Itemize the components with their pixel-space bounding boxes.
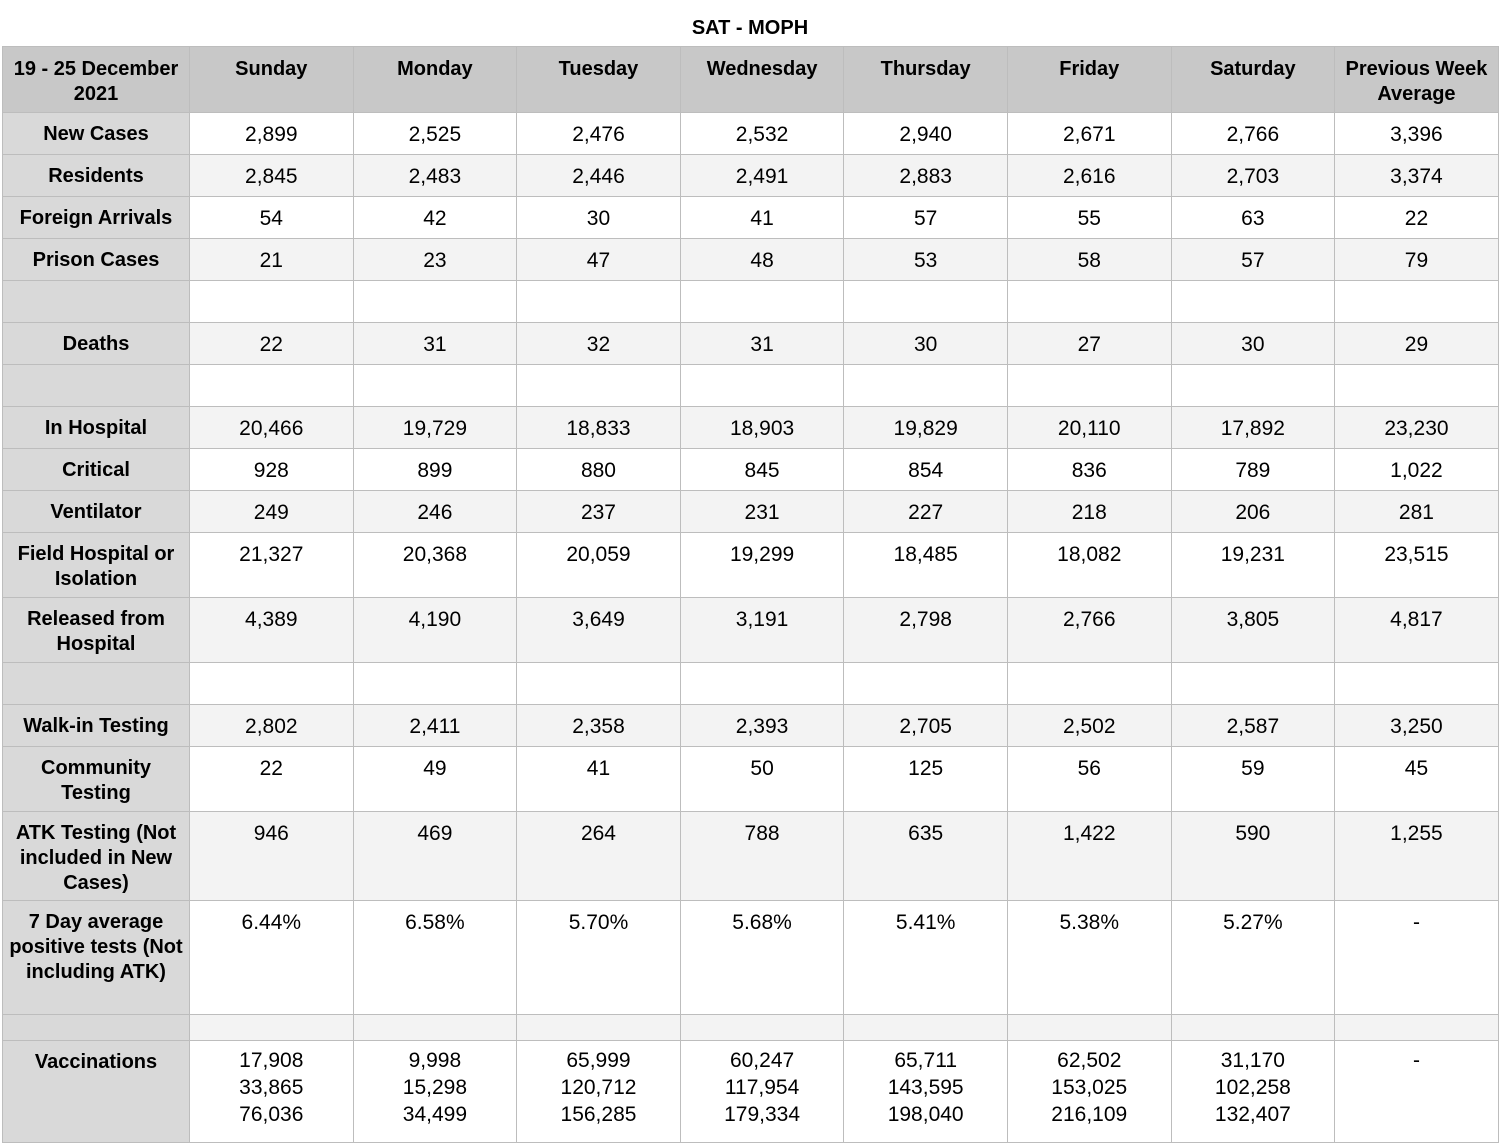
table-row [3, 705, 1499, 747]
vaccination-cell [1335, 1041, 1499, 1143]
table-cell [1335, 281, 1499, 323]
table-cell: 281 [1335, 491, 1499, 533]
row-label: Deaths [3, 323, 190, 365]
vaccination-value: - [1412, 1049, 1420, 1072]
table-cell: 3,191 [680, 598, 844, 663]
table-row [3, 449, 1499, 491]
table-cell: 788 [680, 812, 844, 901]
table-cell: 227 [844, 491, 1008, 533]
table-cell: 2,802 [190, 705, 354, 747]
table-cell: 19,299 [680, 533, 844, 598]
vaccination-value: 179,334 [724, 1103, 801, 1126]
row-label: Foreign Arrivals [3, 197, 190, 239]
table-cell: 1,022 [1335, 449, 1499, 491]
vaccination-cell [844, 1041, 1008, 1143]
vaccination-value: 76,036 [239, 1103, 304, 1126]
table-cell: 206 [1171, 491, 1335, 533]
table-cell: 2,766 [1007, 598, 1171, 663]
table-cell: 249 [190, 491, 354, 533]
day-header: Saturday [1171, 47, 1335, 113]
table-cell: 2,411 [353, 705, 517, 747]
row-label [3, 663, 190, 705]
table-cell: 21,327 [190, 533, 354, 598]
table-cell [517, 663, 681, 705]
table-cell: 50 [680, 747, 844, 812]
table-cell [844, 365, 1008, 407]
table-cell: 3,396 [1335, 113, 1499, 155]
row-label: Community Testing [3, 747, 190, 812]
vaccination-value: 117,954 [724, 1076, 800, 1099]
table-cell [1007, 365, 1171, 407]
day-header: Monday [353, 47, 517, 113]
table-cell [190, 281, 354, 323]
table-cell [1335, 663, 1499, 705]
table-cell: 231 [680, 491, 844, 533]
table-cell: 23,515 [1335, 533, 1499, 598]
row-label: Prison Cases [3, 239, 190, 281]
table-cell: 79 [1335, 239, 1499, 281]
row-label: Residents [3, 155, 190, 197]
table-cell: 3,805 [1171, 598, 1335, 663]
table-cell [1171, 365, 1335, 407]
table-cell [517, 1015, 681, 1041]
table-cell: 2,446 [517, 155, 681, 197]
table-cell: 6.58% [353, 901, 517, 1015]
vaccination-value: 17,908 [239, 1049, 304, 1072]
table-cell: 2,616 [1007, 155, 1171, 197]
table-cell [190, 1015, 354, 1041]
table-cell: 18,082 [1007, 533, 1171, 598]
table-row [3, 323, 1499, 365]
table-cell: 2,703 [1171, 155, 1335, 197]
table-cell: 23 [353, 239, 517, 281]
table-cell: 5.41% [844, 901, 1008, 1015]
table-cell: 3,649 [517, 598, 681, 663]
table-cell: 2,705 [844, 705, 1008, 747]
table-row [3, 901, 1499, 1015]
vaccination-value: 153,025 [1051, 1076, 1128, 1099]
table-row [3, 155, 1499, 197]
table-cell: 4,817 [1335, 598, 1499, 663]
row-label: Released from Hospital [3, 598, 190, 663]
table-cell: 18,485 [844, 533, 1008, 598]
table-cell: 41 [680, 197, 844, 239]
table-cell: 2,532 [680, 113, 844, 155]
day-header: Thursday [844, 47, 1008, 113]
table-cell [190, 365, 354, 407]
table-cell: 2,358 [517, 705, 681, 747]
table-cell [1335, 365, 1499, 407]
table-cell: 30 [517, 197, 681, 239]
table-cell: 21 [190, 239, 354, 281]
table-cell [844, 281, 1008, 323]
row-label: ATK Testing (Not included in New Cases) [3, 812, 190, 901]
table-cell: 30 [1171, 323, 1335, 365]
table-cell: 1,422 [1007, 812, 1171, 901]
table-cell: 2,525 [353, 113, 517, 155]
vaccination-value: 216,109 [1051, 1103, 1128, 1126]
table-cell: 2,940 [844, 113, 1008, 155]
table-header [3, 47, 1499, 113]
row-label: Ventilator [3, 491, 190, 533]
table-cell [517, 365, 681, 407]
table-cell: 20,368 [353, 533, 517, 598]
vaccinations-row [3, 1041, 1499, 1143]
table-cell [844, 1015, 1008, 1041]
vaccination-cell [680, 1041, 844, 1143]
header-row [3, 47, 1499, 113]
table-cell: 2,845 [190, 155, 354, 197]
table-cell: 22 [190, 747, 354, 812]
table-cell: 20,466 [190, 407, 354, 449]
table-cell [1171, 663, 1335, 705]
table-cell: 32 [517, 323, 681, 365]
table-cell: 27 [1007, 323, 1171, 365]
table-cell: 57 [844, 197, 1008, 239]
table-row [3, 239, 1499, 281]
table-row [3, 113, 1499, 155]
table-cell: 56 [1007, 747, 1171, 812]
table-cell: 31 [680, 323, 844, 365]
table-cell: 19,729 [353, 407, 517, 449]
table-cell: 854 [844, 449, 1008, 491]
table-cell: 31 [353, 323, 517, 365]
vaccination-value: 120,712 [560, 1076, 637, 1099]
table-cell: 928 [190, 449, 354, 491]
vaccination-value: 15,298 [402, 1076, 467, 1099]
table-cell [1007, 663, 1171, 705]
table-cell [1335, 1015, 1499, 1041]
table-cell: 18,903 [680, 407, 844, 449]
table-cell: 19,829 [844, 407, 1008, 449]
spacer-row [3, 663, 1499, 705]
table-cell [1171, 281, 1335, 323]
table-cell: 218 [1007, 491, 1171, 533]
table-cell: 5.68% [680, 901, 844, 1015]
vaccination-value: 60,247 [729, 1049, 795, 1072]
vaccination-cell [353, 1041, 517, 1143]
table-cell: 2,587 [1171, 705, 1335, 747]
table-cell [517, 281, 681, 323]
table-cell: 53 [844, 239, 1008, 281]
table-cell: 635 [844, 812, 1008, 901]
vaccination-value: 65,711 [894, 1049, 957, 1072]
table-body [3, 113, 1499, 1143]
table-cell [1007, 281, 1171, 323]
table-cell: 22 [1335, 197, 1499, 239]
table-cell: 19,231 [1171, 533, 1335, 598]
table-cell: 836 [1007, 449, 1171, 491]
row-label [3, 281, 190, 323]
spacer-row [3, 281, 1499, 323]
table-row [3, 598, 1499, 663]
row-label: Walk-in Testing [3, 705, 190, 747]
table-row [3, 747, 1499, 812]
vaccination-value: 156,285 [560, 1103, 637, 1126]
row-label: New Cases [3, 113, 190, 155]
table-cell: 20,110 [1007, 407, 1171, 449]
table-cell: 2,502 [1007, 705, 1171, 747]
row-label: In Hospital [3, 407, 190, 449]
weekly-covid-table [2, 46, 1499, 1143]
table-cell: 125 [844, 747, 1008, 812]
table-cell: 2,766 [1171, 113, 1335, 155]
table-row [3, 533, 1499, 598]
table-cell: 4,190 [353, 598, 517, 663]
table-cell: 59 [1171, 747, 1335, 812]
table-cell: 1,255 [1335, 812, 1499, 901]
table-cell: 2,671 [1007, 113, 1171, 155]
table-cell: 49 [353, 747, 517, 812]
row-label: Vaccinations [3, 1041, 190, 1143]
table-cell [680, 1015, 844, 1041]
table-cell: 899 [353, 449, 517, 491]
vaccination-value: 62,502 [1057, 1049, 1122, 1072]
table-cell: 45 [1335, 747, 1499, 812]
table-cell: 246 [353, 491, 517, 533]
vaccination-value: 31,170 [1220, 1049, 1285, 1072]
table-cell [1171, 1015, 1335, 1041]
table-cell: 3,374 [1335, 155, 1499, 197]
table-cell: 29 [1335, 323, 1499, 365]
table-cell [844, 663, 1008, 705]
vaccination-value: 33,865 [239, 1076, 304, 1099]
vaccination-cell [1007, 1041, 1171, 1143]
day-header: Sunday [190, 47, 354, 113]
table-cell: 55 [1007, 197, 1171, 239]
table-cell: 237 [517, 491, 681, 533]
table-cell: 6.44% [190, 901, 354, 1015]
table-cell: 2,798 [844, 598, 1008, 663]
table-row [3, 491, 1499, 533]
period-header: 19 - 25 December 2021 [3, 47, 190, 113]
table-cell: 57 [1171, 239, 1335, 281]
table-cell: 2,476 [517, 113, 681, 155]
table-cell: 18,833 [517, 407, 681, 449]
table-cell: 63 [1171, 197, 1335, 239]
table-cell: 22 [190, 323, 354, 365]
vaccination-value: 198,040 [887, 1103, 964, 1126]
day-header: Wednesday [680, 47, 844, 113]
table-cell [353, 281, 517, 323]
table-cell: 946 [190, 812, 354, 901]
table-cell: 2,393 [680, 705, 844, 747]
table-cell: 54 [190, 197, 354, 239]
row-label: Critical [3, 449, 190, 491]
table-cell [353, 1015, 517, 1041]
vaccination-value: 65,999 [566, 1049, 631, 1072]
table-cell: 48 [680, 239, 844, 281]
table-row [3, 812, 1499, 901]
table-cell: 2,483 [353, 155, 517, 197]
table-cell: 2,899 [190, 113, 354, 155]
table-cell: - [1335, 901, 1499, 1015]
table-cell: 30 [844, 323, 1008, 365]
vaccination-value: 143,595 [887, 1076, 964, 1099]
table-cell: 20,059 [517, 533, 681, 598]
table-cell: 469 [353, 812, 517, 901]
table-cell: 789 [1171, 449, 1335, 491]
spacer-row [3, 1015, 1499, 1041]
table-row [3, 407, 1499, 449]
table-cell [680, 281, 844, 323]
table-cell: 590 [1171, 812, 1335, 901]
table-cell [680, 663, 844, 705]
vaccination-cell [517, 1041, 681, 1143]
vaccination-value: 34,499 [402, 1103, 467, 1126]
table-cell: 3,250 [1335, 705, 1499, 747]
table-cell: 5.27% [1171, 901, 1335, 1015]
table-cell: 880 [517, 449, 681, 491]
row-label: 7 Day average positive tests (Not including ATK) [3, 901, 190, 1015]
table-cell: 4,389 [190, 598, 354, 663]
table-cell [680, 365, 844, 407]
table-cell: 42 [353, 197, 517, 239]
vaccination-cell [1171, 1041, 1335, 1143]
row-label [3, 365, 190, 407]
table-cell [353, 663, 517, 705]
table-cell: 2,883 [844, 155, 1008, 197]
table-cell: 41 [517, 747, 681, 812]
vaccination-cell [190, 1041, 354, 1143]
table-row [3, 197, 1499, 239]
table-cell: 845 [680, 449, 844, 491]
day-header: Friday [1007, 47, 1171, 113]
row-label: Field Hospital or Isolation [3, 533, 190, 598]
table-cell: 58 [1007, 239, 1171, 281]
table-cell: 5.70% [517, 901, 681, 1015]
table-cell [1007, 1015, 1171, 1041]
vaccination-value: 9,998 [408, 1049, 462, 1072]
table-title: SAT - MOPH [691, 17, 809, 39]
table-cell: 5.38% [1007, 901, 1171, 1015]
table-cell: 23,230 [1335, 407, 1499, 449]
day-header: Tuesday [517, 47, 681, 113]
row-label [3, 1015, 190, 1041]
table-cell: 264 [517, 812, 681, 901]
vaccination-value: 132,407 [1214, 1103, 1291, 1126]
table-cell: 47 [517, 239, 681, 281]
table-cell [353, 365, 517, 407]
spacer-row [3, 365, 1499, 407]
vaccination-value: 102,258 [1214, 1076, 1291, 1099]
table-cell: 2,491 [680, 155, 844, 197]
day-header: Previous Week Average [1335, 47, 1499, 113]
table-cell [190, 663, 354, 705]
table-cell: 17,892 [1171, 407, 1335, 449]
